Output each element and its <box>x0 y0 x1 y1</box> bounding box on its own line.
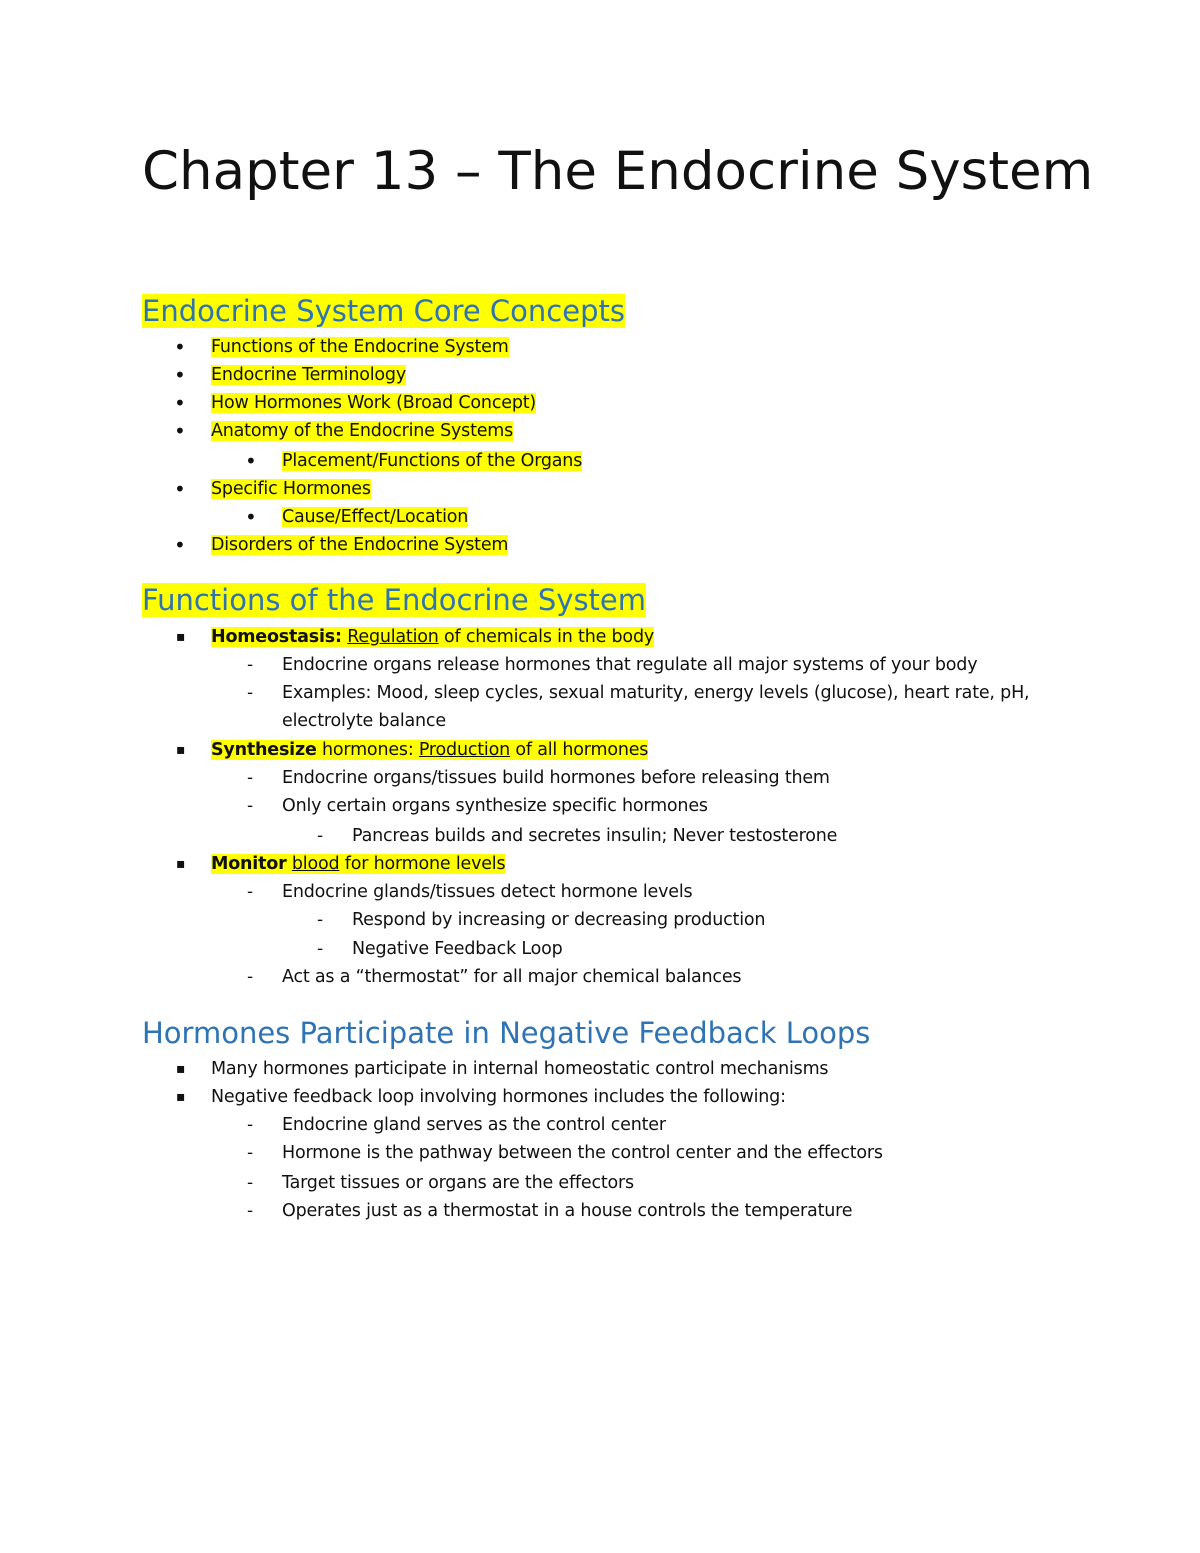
list-item: Negative Feedback Loop <box>352 939 563 959</box>
list-item: Endocrine organs release hormones that regulate all major systems of your body <box>282 655 978 675</box>
list-item: How Hormones Work (Broad Concept) <box>211 393 537 413</box>
list-item: Placement/Functions of the Organs <box>282 451 583 471</box>
list-item: Endocrine organs/tissues build hormones before releasing them <box>282 768 830 788</box>
page-title: Chapter 13 – The Endocrine System <box>142 141 1094 202</box>
list-item: Endocrine gland serves as the control center <box>282 1115 666 1135</box>
dash-marker: - <box>317 910 324 930</box>
bullet-marker: • <box>174 391 186 415</box>
dash-marker: - <box>247 1115 254 1135</box>
dash-marker: - <box>247 1173 254 1193</box>
list-item: Disorders of the Endocrine System <box>211 535 509 555</box>
list-item: Monitor blood for hormone levels <box>211 854 506 874</box>
bullet-marker: • <box>174 477 186 501</box>
dash-marker: - <box>317 826 324 846</box>
list-item: Only certain organs synthesize specific hormones <box>282 796 708 816</box>
list-item: Operates just as a thermostat in a house controls the temperature <box>282 1201 853 1221</box>
list-item: Endocrine Terminology <box>211 365 406 385</box>
dash-marker: - <box>247 683 254 703</box>
section-heading-functions: Functions of the Endocrine System <box>142 583 647 617</box>
bullet-marker: • <box>245 505 257 529</box>
list-item: Cause/Effect/Location <box>282 507 469 527</box>
section-heading-negative-feedback: Hormones Participate in Negative Feedback Loops <box>142 1016 871 1050</box>
list-item: Respond by increasing or decreasing production <box>352 910 766 930</box>
dash-marker: - <box>247 967 254 987</box>
list-item: Specific Hormones <box>211 479 371 499</box>
square-bullet-marker: ▪ <box>176 1089 186 1105</box>
list-item: Pancreas builds and secretes insulin; Never testosterone <box>352 826 838 846</box>
square-bullet-marker: ▪ <box>176 629 186 645</box>
list-item: Target tissues or organs are the effectors <box>282 1173 634 1193</box>
bullet-marker: • <box>174 533 186 557</box>
dash-marker: - <box>247 882 254 902</box>
list-item: Examples: Mood, sleep cycles, sexual maturity, energy levels (glucose), heart rate, pH, <box>282 683 1030 703</box>
bullet-marker: • <box>245 449 257 473</box>
list-item: Negative feedback loop involving hormones includes the following: <box>211 1087 786 1107</box>
bullet-marker: • <box>174 335 186 359</box>
bullet-marker: • <box>174 419 186 443</box>
dash-marker: - <box>247 1143 254 1163</box>
list-item-continuation: electrolyte balance <box>282 711 446 731</box>
dash-marker: - <box>247 655 254 675</box>
square-bullet-marker: ▪ <box>176 742 186 758</box>
list-item: Hormone is the pathway between the control center and the effectors <box>282 1143 883 1163</box>
square-bullet-marker: ▪ <box>176 1061 186 1077</box>
dash-marker: - <box>247 796 254 816</box>
square-bullet-marker: ▪ <box>176 856 186 872</box>
list-item: Functions of the Endocrine System <box>211 337 509 357</box>
list-item: Anatomy of the Endocrine Systems <box>211 421 514 441</box>
dash-marker: - <box>247 1201 254 1221</box>
section-heading-core-concepts: Endocrine System Core Concepts <box>142 294 625 328</box>
dash-marker: - <box>247 768 254 788</box>
list-item: Act as a “thermostat” for all major chemical balances <box>282 967 742 987</box>
dash-marker: - <box>317 939 324 959</box>
bullet-marker: • <box>174 363 186 387</box>
list-item: Many hormones participate in internal homeostatic control mechanisms <box>211 1059 829 1079</box>
list-item: Homeostasis: Regulation of chemicals in the body <box>211 627 655 647</box>
list-item: Endocrine glands/tissues detect hormone levels <box>282 882 693 902</box>
list-item: Synthesize hormones: Production of all hormones <box>211 740 649 760</box>
